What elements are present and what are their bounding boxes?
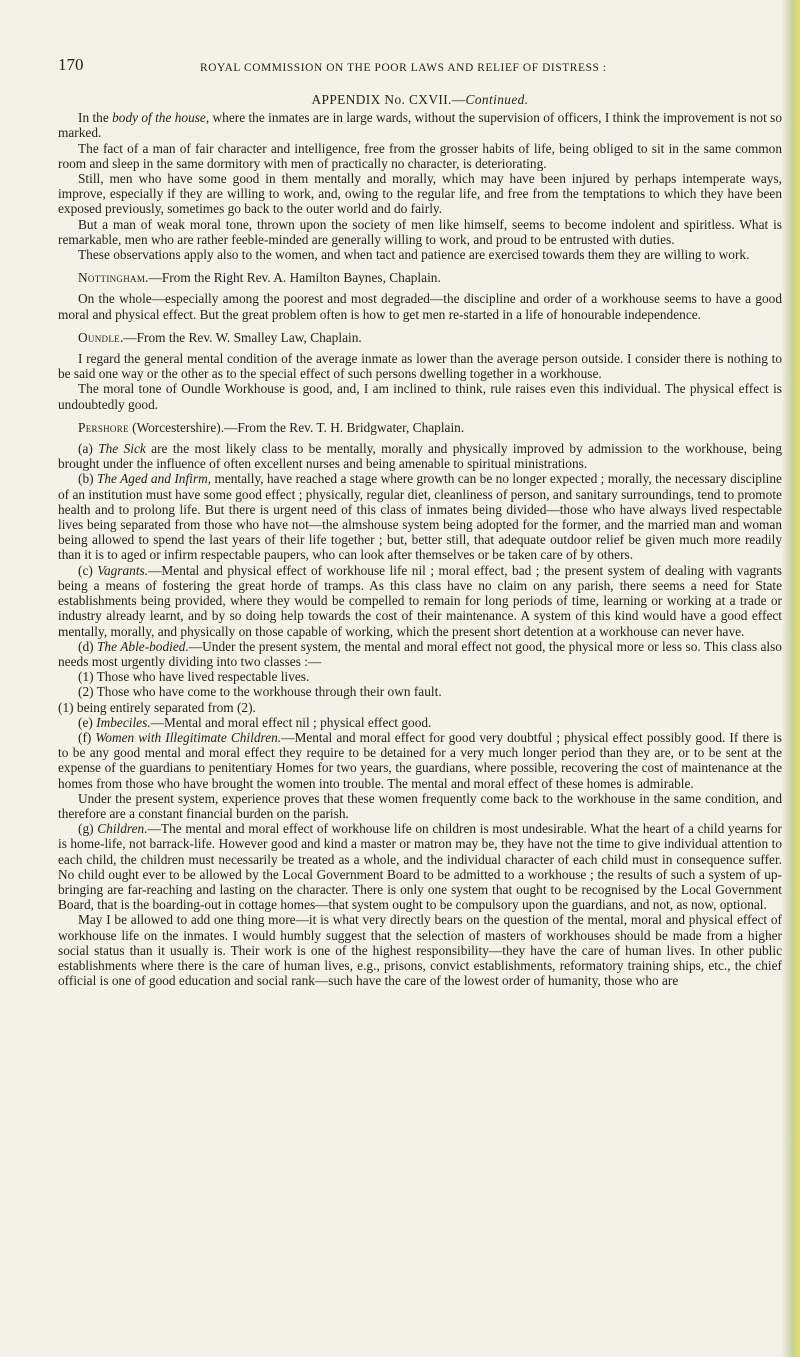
- paragraph: The fact of a man of fair character and intelligence, free from the grosser habits of life, being obliged to sit in the same common room and sleep in the same dormitory with men of practically no character, is deteriorating.: [58, 140, 782, 171]
- list-item: (2) Those who have come to the workhouse through their own fault.: [78, 684, 442, 700]
- paragraph: (1) being entirely separated from (2).: [58, 699, 256, 715]
- paragraph: But a man of weak moral tone, thrown upon the society of men like himself, seems to become indolent and spiritless. What is remarkable, men who are rather feeble-minded are generally willing to work, and proud to be entrusted with duties.: [58, 216, 782, 247]
- running-head: ROYAL COMMISSION ON THE POOR LAWS AND RELIEF OF DISTRESS :: [200, 62, 607, 74]
- page-edge: [782, 0, 800, 1357]
- section-heading-oundle: Oundle.—From the Rev. W. Smalley Law, Chaplain.: [78, 329, 362, 345]
- appendix-heading: [58, 92, 782, 107]
- paragraph-able-bodied: (d) The Able-bodied.—Under the present system, the mental and moral effect not good, the physical more or less so. This class also needs most urgently dividing into two classes :—: [58, 638, 782, 669]
- section-heading-pershore: Pershore (Worcestershire).—From the Rev. T. H. Bridgwater, Chaplain.: [78, 419, 465, 435]
- paragraph: The moral tone of Oundle Workhouse is good, and, I am inclined to think, rule raises even this individual. The physical effect is undoubtedly good.: [58, 381, 782, 412]
- appendix-continued: Continued.: [465, 92, 529, 107]
- appendix-label: APPENDIX No. CXVII.—: [311, 92, 466, 107]
- paragraph: In the body of the house, where the inmates are in large wards, without the supervision of officers, I think the improvement is not so marked.: [58, 110, 782, 141]
- paragraph-women: (f) Women with Illegitimate Children.—Mental and moral effect for good very doubtful ; physical effect possibly good. If there is to be any good mental and moral effect they require to be detained for a very much longer period than they are, or to be sent at the expense of the guardians to penitentiary Homes for two years, the guardians, where possible, recovering the cost of maintenance at the homes from those who have brought the women into trouble. The mental and moral effect of these homes is admirable.: [58, 729, 782, 791]
- list-item: (1) Those who have lived respectable lives.: [78, 669, 310, 685]
- paragraph-imbeciles: (e) Imbeciles.—Mental and moral effect nil ; physical effect good.: [78, 714, 432, 730]
- paragraph: May I be allowed to add one thing more—it is what very directly bears on the question of the mental, moral and physical effect of workhouse life on the inmates. I would humbly suggest that the selection of masters of workhouses should be made from a higher social status than it usually is. Their work is one of the highest responsibility—they have the care of human lives. In other public establishments where there is the care of human lives, e.g., prisons, convict establishments, reformatory training ships, etc., the chief official is one of good education and social rank—such have the care of the lowest order of humanity, those who are: [58, 912, 782, 989]
- paragraph: I regard the general mental condition of the average inmate as lower than the average person outside. I consider there is nothing to be said one way or the other as to the special effect of such persons dwelling together in a workhouse.: [58, 351, 782, 382]
- paragraph: On the whole—especially among the poorest and most degraded—the discipline and order of a workhouse seems to have a good moral and physical effect. But the great problem often is how to get men re-started in a life of honourable independence.: [58, 291, 782, 322]
- paragraph-sick: (a) The Sick are the most likely class to be mentally, morally and physically improved by admission to the workhouse, being brought under the influence of often excellent nurses and being amenable to spiritual ministrations.: [58, 441, 782, 472]
- paragraph: Still, men who have some good in them mentally and morally, which may have been injured by perhaps intemperate ways, improve, especially if they are willing to work, and, owing to the regular life, and free from the temptations to which they have been exposed previously, sometimes go back to the outer world and do fairly.: [58, 171, 782, 217]
- page-body: [58, 92, 782, 988]
- paragraph-aged: (b) The Aged and Infirm, mentally, have reached a stage where growth can be no longer expected ; morally, the necessary discipline of an institution must have some good effect ; physically, regular diet, cleanliness of person, and sanitary surroundings, tend to promote health and to prolong life. But there is urgent need of this class of inmates being divided—those who have always lived respectable lives being separated from those who have not—the almshouse system being adopted for the former, and the married man and woman being allowed to spend the last years of their life together ; but, better still, that adequate outdoor relief be given much more readily than it is to aged or infirm respectable paupers, who can look after themselves or be taken care of by others.: [58, 471, 782, 563]
- page-number: 170: [58, 55, 84, 74]
- paragraph: These observations apply also to the women, and when tact and patience are exercised towards them they are willing to work.: [78, 247, 750, 263]
- paragraph-children: (g) Children.—The mental and moral effect of workhouse life on children is most undesirable. What the heart of a child yearns for is home-life, not barrack-life. However good and kind a master or matron may be, they have not the time to give individual attention to each child, the children must necessarily be treated as a whole, and the individual character of each child must in consequence suffer. No child ought ever to be allowed by the Local Government Board to be admitted to a workhouse ; the results of such a system of up-bringing are far-reaching and lasting on the character. There is only one system that ought to be recognised by the Local Government Board, that is the boarding-out in cottage homes—that system ought to be compulsory upon the guardians, and not, as now, optional.: [58, 821, 782, 913]
- paragraph-vagrants: (c) Vagrants.—Mental and physical effect of workhouse life nil ; moral effect, bad ; the present system of dealing with vagrants being a means of fostering the great horde of tramps. As this class have no claim on any parish, there seems a need for State establishments being provided, where they would be compelled to remain for long periods of time, learning or working at a trade or industry already learnt, and by so doing help towards the cost of their maintenance. A system of this kind would have a good effect mentally, morally, and physically on those capable of working, which the present short detention at a workhouse can never have.: [58, 562, 782, 639]
- section-heading-nottingham: Nottingham.—From the Right Rev. A. Hamilton Baynes, Chaplain.: [78, 270, 441, 286]
- paragraph: Under the present system, experience proves that these women frequently come back to the workhouse in the same condition, and therefore are a constant financial burden on the parish.: [58, 790, 782, 821]
